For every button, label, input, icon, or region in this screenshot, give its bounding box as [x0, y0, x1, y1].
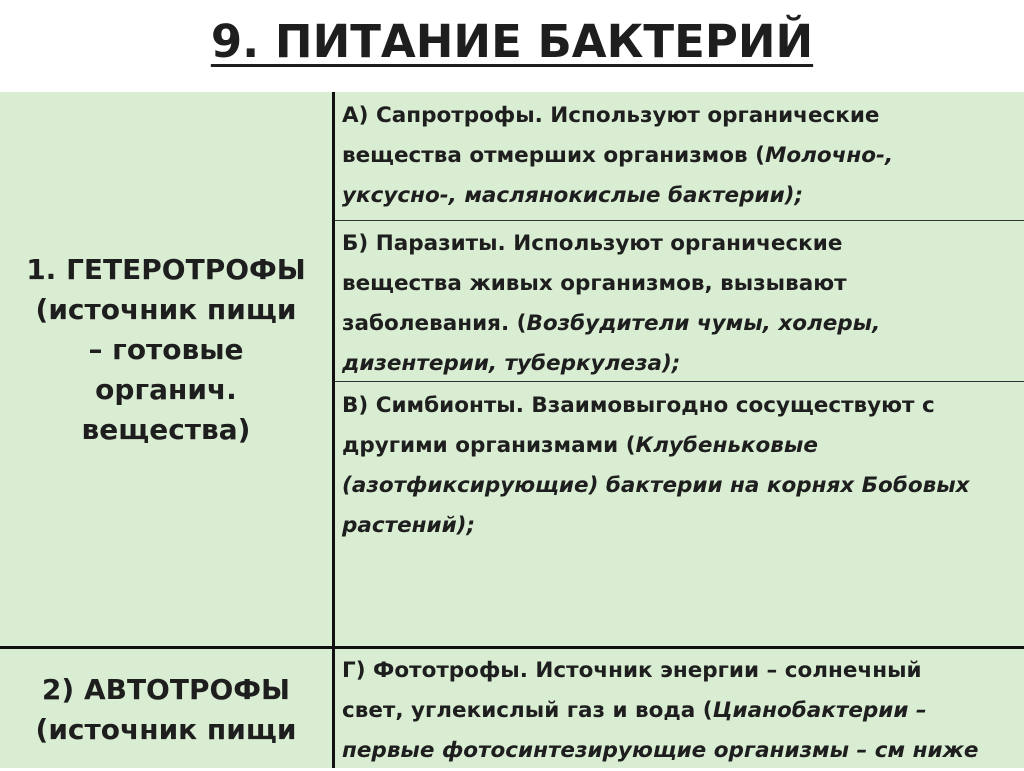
saprotrophs-line	[342, 136, 1018, 176]
heterotrophs-line: органич.	[95, 373, 237, 406]
parasites-cell	[342, 224, 1018, 384]
heterotrophs-line: вещества)	[81, 413, 251, 446]
symbionts-text: другими организмами (	[342, 433, 636, 458]
saprotrophs-text: вещества отмерших организмов (	[342, 143, 765, 168]
phototrophs-text: свет, углекислый газ и вода (	[342, 698, 713, 723]
parasites-line: Б) Паразиты. Используют органические	[342, 231, 843, 256]
phototrophs-line	[342, 691, 1018, 731]
heterotrophs-line: (источник пищи	[35, 293, 297, 326]
saprotrophs-examples: уксусно-, маслянокислые бактерии);	[342, 183, 804, 208]
row-divider-main	[0, 646, 1024, 649]
page-title	[0, 0, 1024, 92]
parasites-line: вещества живых организмов, вызывают	[342, 271, 847, 296]
page-title-text: 9. ПИТАНИЕ БАКТЕРИЙ	[210, 15, 814, 68]
phototrophs-examples: Цианобактерии –	[712, 698, 927, 723]
parasites-line	[342, 304, 1018, 344]
column-divider	[332, 92, 335, 768]
phototrophs-examples: первые фотосинтезирующие организмы – см ниже	[342, 738, 979, 763]
nutrition-table	[0, 92, 1024, 768]
symbionts-examples: (азотфиксирующие) бактерии на корнях Бобовых	[342, 473, 970, 498]
heterotrophs-line: 1. ГЕТЕРОТРОФЫ	[26, 253, 306, 286]
saprotrophs-examples: Молочно-,	[764, 143, 894, 168]
phototrophs-line: Г) Фототрофы. Источник энергии – солнечный	[342, 658, 922, 683]
autotrophs-line: (источник пищи	[35, 713, 297, 746]
symbionts-examples: Клубеньковые	[635, 433, 818, 458]
symbionts-examples: растений);	[342, 513, 476, 538]
symbionts-line: В) Симбионты. Взаимовыгодно сосуществуют с	[342, 393, 935, 418]
symbionts-line	[342, 426, 1018, 466]
symbionts-cell	[342, 386, 1018, 546]
parasites-examples: Возбудители чумы, холеры,	[526, 311, 881, 336]
heterotrophs-cell	[0, 250, 332, 450]
phototrophs-cell	[342, 651, 1018, 771]
saprotrophs-line: А) Сапротрофы. Используют органические	[342, 103, 880, 128]
heterotrophs-line: – готовые	[88, 333, 244, 366]
saprotrophs-cell	[342, 96, 1018, 216]
parasites-text: заболевания. (	[342, 311, 527, 336]
row-divider-a-b	[335, 220, 1024, 221]
autotrophs-cell	[0, 670, 332, 750]
autotrophs-line: 2) АВТОТРОФЫ	[41, 673, 291, 706]
parasites-examples: дизентерии, туберкулеза);	[342, 351, 681, 376]
